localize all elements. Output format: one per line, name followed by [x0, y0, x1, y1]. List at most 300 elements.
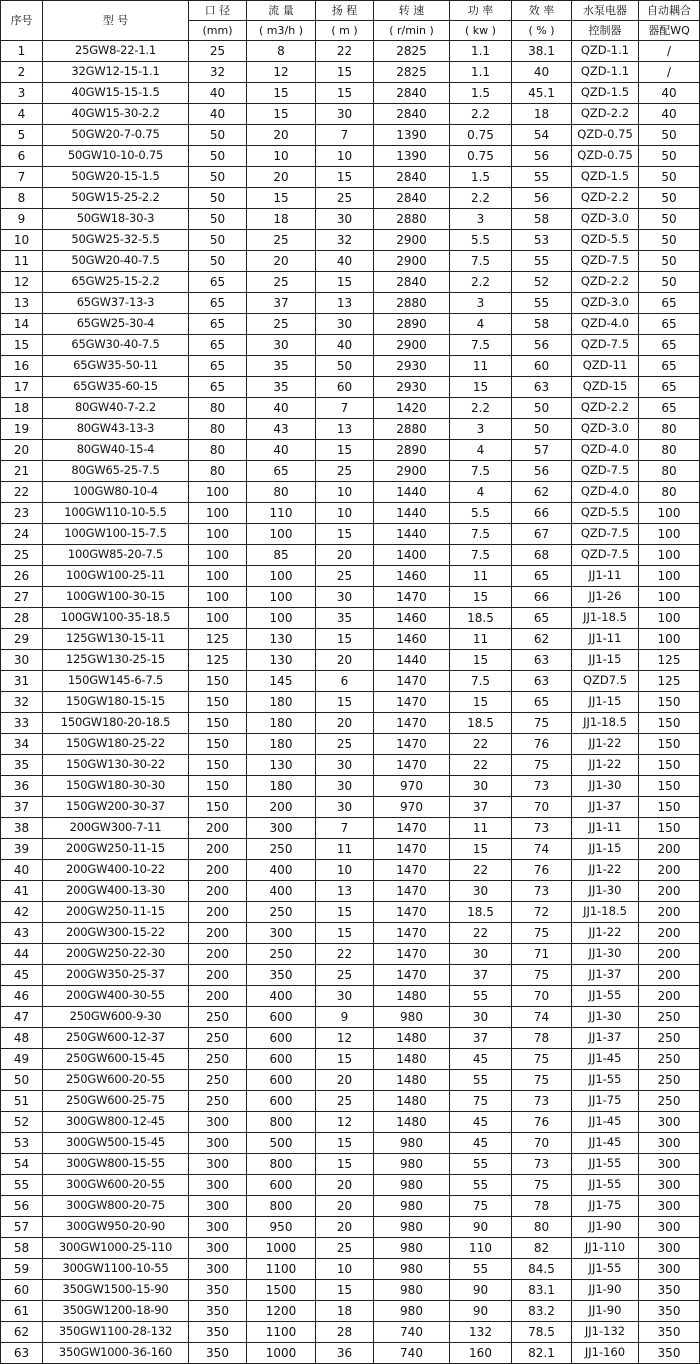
cell-speed: 980: [374, 1154, 450, 1175]
cell-coupling: 50: [639, 146, 700, 167]
cell-model: 250GW600-20-55: [43, 1070, 189, 1091]
cell-speed: 1470: [374, 965, 450, 986]
cell-efficiency: 80: [512, 1217, 572, 1238]
table-row: [1, 356, 700, 377]
cell-controller: QZD-2.2: [572, 398, 639, 419]
cell-index: 39: [1, 839, 43, 860]
cell-index: 51: [1, 1091, 43, 1112]
cell-flow: 145: [247, 671, 316, 692]
table-row: [1, 713, 700, 734]
cell-index: 36: [1, 776, 43, 797]
cell-model: 300GW500-15-45: [43, 1133, 189, 1154]
cell-flow: 400: [247, 881, 316, 902]
cell-controller: JJ1-55: [572, 1070, 639, 1091]
cell-diameter: 200: [189, 986, 247, 1007]
cell-diameter: 350: [189, 1343, 247, 1364]
cell-index: 37: [1, 797, 43, 818]
cell-controller: JJ1-30: [572, 944, 639, 965]
cell-controller: JJ1-75: [572, 1091, 639, 1112]
cell-controller: QZD-2.2: [572, 104, 639, 125]
cell-controller: JJ1-37: [572, 797, 639, 818]
cell-power: 2.2: [450, 104, 512, 125]
cell-power: 22: [450, 860, 512, 881]
cell-flow: 18: [247, 209, 316, 230]
cell-power: 18.5: [450, 713, 512, 734]
cell-power: 45: [450, 1112, 512, 1133]
cell-coupling: 150: [639, 692, 700, 713]
header-coupling: 自动耦合: [639, 1, 700, 21]
cell-index: 30: [1, 650, 43, 671]
cell-coupling: /: [639, 41, 700, 62]
cell-power: 3: [450, 293, 512, 314]
cell-controller: JJ1-90: [572, 1280, 639, 1301]
table-row: [1, 398, 700, 419]
cell-power: 55: [450, 1070, 512, 1091]
cell-index: 18: [1, 398, 43, 419]
cell-efficiency: 58: [512, 314, 572, 335]
cell-controller: QZD-4.0: [572, 482, 639, 503]
cell-diameter: 300: [189, 1196, 247, 1217]
cell-speed: 980: [374, 1238, 450, 1259]
cell-coupling: 300: [639, 1217, 700, 1238]
cell-controller: QZD-3.0: [572, 419, 639, 440]
table-row: [1, 881, 700, 902]
cell-index: 60: [1, 1280, 43, 1301]
cell-model: 25GW8-22-1.1: [43, 41, 189, 62]
cell-efficiency: 65: [512, 608, 572, 629]
cell-flow: 350: [247, 965, 316, 986]
cell-efficiency: 73: [512, 776, 572, 797]
cell-efficiency: 63: [512, 377, 572, 398]
cell-model: 65GW37-13-3: [43, 293, 189, 314]
cell-diameter: 50: [189, 167, 247, 188]
table-header: [1, 1, 700, 41]
cell-coupling: 50: [639, 272, 700, 293]
cell-flow: 130: [247, 629, 316, 650]
table-row: [1, 272, 700, 293]
cell-flow: 100: [247, 566, 316, 587]
cell-speed: 980: [374, 1259, 450, 1280]
header-flow-unit: ( m3/h ): [247, 21, 316, 41]
cell-speed: 980: [374, 1133, 450, 1154]
cell-coupling: 250: [639, 1007, 700, 1028]
cell-controller: JJ1-26: [572, 587, 639, 608]
cell-index: 61: [1, 1301, 43, 1322]
cell-efficiency: 75: [512, 713, 572, 734]
cell-power: 37: [450, 1028, 512, 1049]
cell-efficiency: 56: [512, 461, 572, 482]
cell-speed: 970: [374, 797, 450, 818]
cell-speed: 1390: [374, 125, 450, 146]
cell-diameter: 300: [189, 1154, 247, 1175]
cell-index: 1: [1, 41, 43, 62]
table-row: [1, 314, 700, 335]
cell-controller: JJ1-11: [572, 629, 639, 650]
cell-diameter: 80: [189, 398, 247, 419]
cell-power: 55: [450, 986, 512, 1007]
cell-efficiency: 78: [512, 1196, 572, 1217]
cell-power: 132: [450, 1322, 512, 1343]
cell-flow: 600: [247, 1175, 316, 1196]
cell-speed: 1400: [374, 545, 450, 566]
header-flow: 流 量: [247, 1, 316, 21]
cell-model: 150GW180-20-18.5: [43, 713, 189, 734]
cell-efficiency: 73: [512, 818, 572, 839]
cell-coupling: 100: [639, 608, 700, 629]
header-row-top: [1, 1, 700, 21]
cell-model: 100GW100-15-7.5: [43, 524, 189, 545]
cell-power: 3: [450, 419, 512, 440]
cell-coupling: 80: [639, 461, 700, 482]
cell-controller: JJ1-30: [572, 881, 639, 902]
cell-index: 35: [1, 755, 43, 776]
table-row: [1, 860, 700, 881]
cell-coupling: 200: [639, 902, 700, 923]
table-row: [1, 125, 700, 146]
cell-coupling: 100: [639, 524, 700, 545]
cell-head: 15: [316, 1280, 374, 1301]
cell-efficiency: 60: [512, 356, 572, 377]
cell-model: 50GW20-15-1.5: [43, 167, 189, 188]
cell-diameter: 100: [189, 545, 247, 566]
cell-coupling: 50: [639, 251, 700, 272]
cell-coupling: 200: [639, 986, 700, 1007]
cell-head: 15: [316, 167, 374, 188]
cell-efficiency: 18: [512, 104, 572, 125]
cell-efficiency: 52: [512, 272, 572, 293]
table-row: [1, 1049, 700, 1070]
header-model: 型 号: [43, 1, 189, 41]
cell-diameter: 65: [189, 293, 247, 314]
cell-diameter: 150: [189, 734, 247, 755]
cell-index: 34: [1, 734, 43, 755]
cell-diameter: 150: [189, 797, 247, 818]
cell-coupling: 65: [639, 314, 700, 335]
cell-efficiency: 83.1: [512, 1280, 572, 1301]
cell-flow: 20: [247, 251, 316, 272]
cell-efficiency: 65: [512, 692, 572, 713]
table-row: [1, 1238, 700, 1259]
table-row: [1, 293, 700, 314]
cell-head: 15: [316, 272, 374, 293]
cell-diameter: 350: [189, 1322, 247, 1343]
cell-efficiency: 70: [512, 797, 572, 818]
cell-power: 30: [450, 944, 512, 965]
cell-flow: 600: [247, 1091, 316, 1112]
cell-diameter: 65: [189, 356, 247, 377]
cell-index: 5: [1, 125, 43, 146]
cell-flow: 400: [247, 860, 316, 881]
cell-head: 11: [316, 839, 374, 860]
cell-coupling: 250: [639, 1070, 700, 1091]
header-power: 功 率: [450, 1, 512, 21]
cell-controller: JJ1-90: [572, 1217, 639, 1238]
cell-speed: 1470: [374, 671, 450, 692]
cell-power: 7.5: [450, 671, 512, 692]
cell-efficiency: 63: [512, 650, 572, 671]
cell-diameter: 100: [189, 482, 247, 503]
cell-controller: JJ1-110: [572, 1238, 639, 1259]
cell-coupling: 150: [639, 776, 700, 797]
cell-efficiency: 65: [512, 566, 572, 587]
cell-head: 60: [316, 377, 374, 398]
cell-controller: QZD-4.0: [572, 314, 639, 335]
cell-efficiency: 74: [512, 1007, 572, 1028]
cell-diameter: 200: [189, 923, 247, 944]
cell-index: 12: [1, 272, 43, 293]
cell-power: 45: [450, 1133, 512, 1154]
cell-head: 36: [316, 1343, 374, 1364]
cell-head: 40: [316, 335, 374, 356]
cell-diameter: 200: [189, 839, 247, 860]
cell-flow: 65: [247, 461, 316, 482]
cell-efficiency: 84.5: [512, 1259, 572, 1280]
cell-model: 125GW130-25-15: [43, 650, 189, 671]
cell-controller: JJ1-75: [572, 1196, 639, 1217]
cell-efficiency: 66: [512, 503, 572, 524]
cell-efficiency: 82: [512, 1238, 572, 1259]
table-row: [1, 503, 700, 524]
header-controller-sub: 控制器: [572, 21, 639, 41]
cell-efficiency: 75: [512, 1175, 572, 1196]
cell-coupling: 350: [639, 1280, 700, 1301]
cell-controller: JJ1-45: [572, 1133, 639, 1154]
cell-flow: 600: [247, 1070, 316, 1091]
cell-speed: 1440: [374, 524, 450, 545]
cell-diameter: 100: [189, 566, 247, 587]
cell-index: 45: [1, 965, 43, 986]
cell-controller: JJ1-18.5: [572, 902, 639, 923]
cell-model: 300GW800-12-45: [43, 1112, 189, 1133]
cell-head: 15: [316, 1049, 374, 1070]
cell-diameter: 100: [189, 587, 247, 608]
cell-speed: 1440: [374, 503, 450, 524]
cell-index: 15: [1, 335, 43, 356]
cell-controller: JJ1-15: [572, 692, 639, 713]
table-row: [1, 755, 700, 776]
cell-power: 90: [450, 1280, 512, 1301]
cell-coupling: 125: [639, 650, 700, 671]
cell-model: 200GW300-7-11: [43, 818, 189, 839]
cell-head: 25: [316, 965, 374, 986]
table-row: [1, 1280, 700, 1301]
cell-coupling: 125: [639, 671, 700, 692]
cell-index: 49: [1, 1049, 43, 1070]
cell-efficiency: 74: [512, 839, 572, 860]
cell-diameter: 50: [189, 125, 247, 146]
cell-efficiency: 72: [512, 902, 572, 923]
cell-diameter: 50: [189, 188, 247, 209]
cell-power: 15: [450, 377, 512, 398]
cell-speed: 1470: [374, 587, 450, 608]
cell-diameter: 200: [189, 818, 247, 839]
cell-coupling: 200: [639, 839, 700, 860]
cell-coupling: 200: [639, 881, 700, 902]
cell-speed: 2930: [374, 377, 450, 398]
cell-index: 23: [1, 503, 43, 524]
cell-speed: 2840: [374, 272, 450, 293]
cell-power: 37: [450, 965, 512, 986]
cell-flow: 20: [247, 167, 316, 188]
cell-power: 18.5: [450, 608, 512, 629]
cell-flow: 800: [247, 1154, 316, 1175]
cell-model: 65GW30-40-7.5: [43, 335, 189, 356]
table-row: [1, 1154, 700, 1175]
cell-diameter: 65: [189, 377, 247, 398]
cell-index: 41: [1, 881, 43, 902]
cell-head: 20: [316, 1175, 374, 1196]
cell-speed: 1470: [374, 755, 450, 776]
cell-head: 20: [316, 1217, 374, 1238]
cell-index: 20: [1, 440, 43, 461]
cell-coupling: 40: [639, 83, 700, 104]
cell-power: 5.5: [450, 230, 512, 251]
cell-coupling: 100: [639, 545, 700, 566]
cell-speed: 1390: [374, 146, 450, 167]
cell-flow: 300: [247, 818, 316, 839]
cell-speed: 1470: [374, 902, 450, 923]
cell-model: 80GW65-25-7.5: [43, 461, 189, 482]
cell-flow: 180: [247, 692, 316, 713]
header-coupling-sub: 器配WQ: [639, 21, 700, 41]
table-row: [1, 923, 700, 944]
cell-speed: 1470: [374, 692, 450, 713]
cell-speed: 1480: [374, 1070, 450, 1091]
cell-model: 65GW25-15-2.2: [43, 272, 189, 293]
cell-speed: 1480: [374, 1028, 450, 1049]
cell-model: 150GW180-30-30: [43, 776, 189, 797]
cell-head: 25: [316, 734, 374, 755]
cell-coupling: 300: [639, 1259, 700, 1280]
cell-speed: 1470: [374, 818, 450, 839]
cell-diameter: 350: [189, 1280, 247, 1301]
cell-flow: 1200: [247, 1301, 316, 1322]
cell-diameter: 125: [189, 629, 247, 650]
table-row: [1, 104, 700, 125]
cell-speed: 980: [374, 1196, 450, 1217]
cell-index: 17: [1, 377, 43, 398]
table-row: [1, 839, 700, 860]
cell-diameter: 200: [189, 881, 247, 902]
cell-flow: 15: [247, 104, 316, 125]
cell-diameter: 350: [189, 1301, 247, 1322]
cell-flow: 110: [247, 503, 316, 524]
table-row: [1, 1322, 700, 1343]
cell-power: 15: [450, 839, 512, 860]
cell-head: 30: [316, 797, 374, 818]
cell-index: 50: [1, 1070, 43, 1091]
cell-model: 350GW1100-28-132: [43, 1322, 189, 1343]
cell-coupling: 50: [639, 167, 700, 188]
cell-coupling: 50: [639, 230, 700, 251]
cell-index: 24: [1, 524, 43, 545]
table-row: [1, 818, 700, 839]
cell-efficiency: 50: [512, 398, 572, 419]
cell-diameter: 300: [189, 1112, 247, 1133]
cell-model: 300GW1100-10-55: [43, 1259, 189, 1280]
table-row: [1, 62, 700, 83]
cell-controller: QZD-0.75: [572, 146, 639, 167]
cell-controller: QZD-3.0: [572, 293, 639, 314]
cell-power: 4: [450, 482, 512, 503]
table-row: [1, 1259, 700, 1280]
cell-coupling: 150: [639, 734, 700, 755]
cell-power: 30: [450, 776, 512, 797]
cell-coupling: 40: [639, 104, 700, 125]
cell-coupling: 300: [639, 1238, 700, 1259]
cell-diameter: 150: [189, 692, 247, 713]
cell-flow: 600: [247, 1007, 316, 1028]
cell-index: 22: [1, 482, 43, 503]
cell-power: 15: [450, 650, 512, 671]
cell-index: 59: [1, 1259, 43, 1280]
cell-head: 10: [316, 1259, 374, 1280]
cell-model: 150GW130-30-22: [43, 755, 189, 776]
cell-flow: 180: [247, 734, 316, 755]
cell-efficiency: 75: [512, 965, 572, 986]
cell-controller: QZD-7.5: [572, 251, 639, 272]
cell-head: 30: [316, 314, 374, 335]
cell-model: 50GW20-7-0.75: [43, 125, 189, 146]
cell-power: 2.2: [450, 188, 512, 209]
cell-head: 40: [316, 251, 374, 272]
cell-index: 16: [1, 356, 43, 377]
cell-coupling: 80: [639, 419, 700, 440]
cell-diameter: 50: [189, 209, 247, 230]
header-head: 扬 程: [316, 1, 374, 21]
cell-flow: 400: [247, 986, 316, 1007]
table-row: [1, 608, 700, 629]
cell-controller: JJ1-37: [572, 1028, 639, 1049]
cell-flow: 130: [247, 650, 316, 671]
cell-flow: 130: [247, 755, 316, 776]
table-row: [1, 650, 700, 671]
cell-head: 13: [316, 881, 374, 902]
cell-head: 20: [316, 1070, 374, 1091]
cell-coupling: 300: [639, 1175, 700, 1196]
cell-head: 15: [316, 692, 374, 713]
cell-index: 62: [1, 1322, 43, 1343]
cell-power: 22: [450, 734, 512, 755]
table-row: [1, 1028, 700, 1049]
cell-coupling: 100: [639, 587, 700, 608]
cell-model: 350GW1200-18-90: [43, 1301, 189, 1322]
cell-speed: 2840: [374, 188, 450, 209]
cell-head: 30: [316, 986, 374, 1007]
cell-coupling: 100: [639, 503, 700, 524]
cell-model: 40GW15-15-1.5: [43, 83, 189, 104]
table-row: [1, 482, 700, 503]
cell-model: 250GW600-15-45: [43, 1049, 189, 1070]
cell-head: 50: [316, 356, 374, 377]
cell-controller: JJ1-22: [572, 860, 639, 881]
cell-head: 10: [316, 146, 374, 167]
cell-controller: QZD-7.5: [572, 335, 639, 356]
cell-coupling: 150: [639, 713, 700, 734]
cell-efficiency: 63: [512, 671, 572, 692]
cell-index: 40: [1, 860, 43, 881]
cell-power: 4: [450, 440, 512, 461]
cell-head: 10: [316, 482, 374, 503]
table-row: [1, 1301, 700, 1322]
cell-index: 7: [1, 167, 43, 188]
cell-speed: 980: [374, 1007, 450, 1028]
cell-head: 22: [316, 41, 374, 62]
cell-model: 250GW600-25-75: [43, 1091, 189, 1112]
cell-speed: 970: [374, 776, 450, 797]
cell-power: 11: [450, 818, 512, 839]
cell-coupling: 200: [639, 923, 700, 944]
